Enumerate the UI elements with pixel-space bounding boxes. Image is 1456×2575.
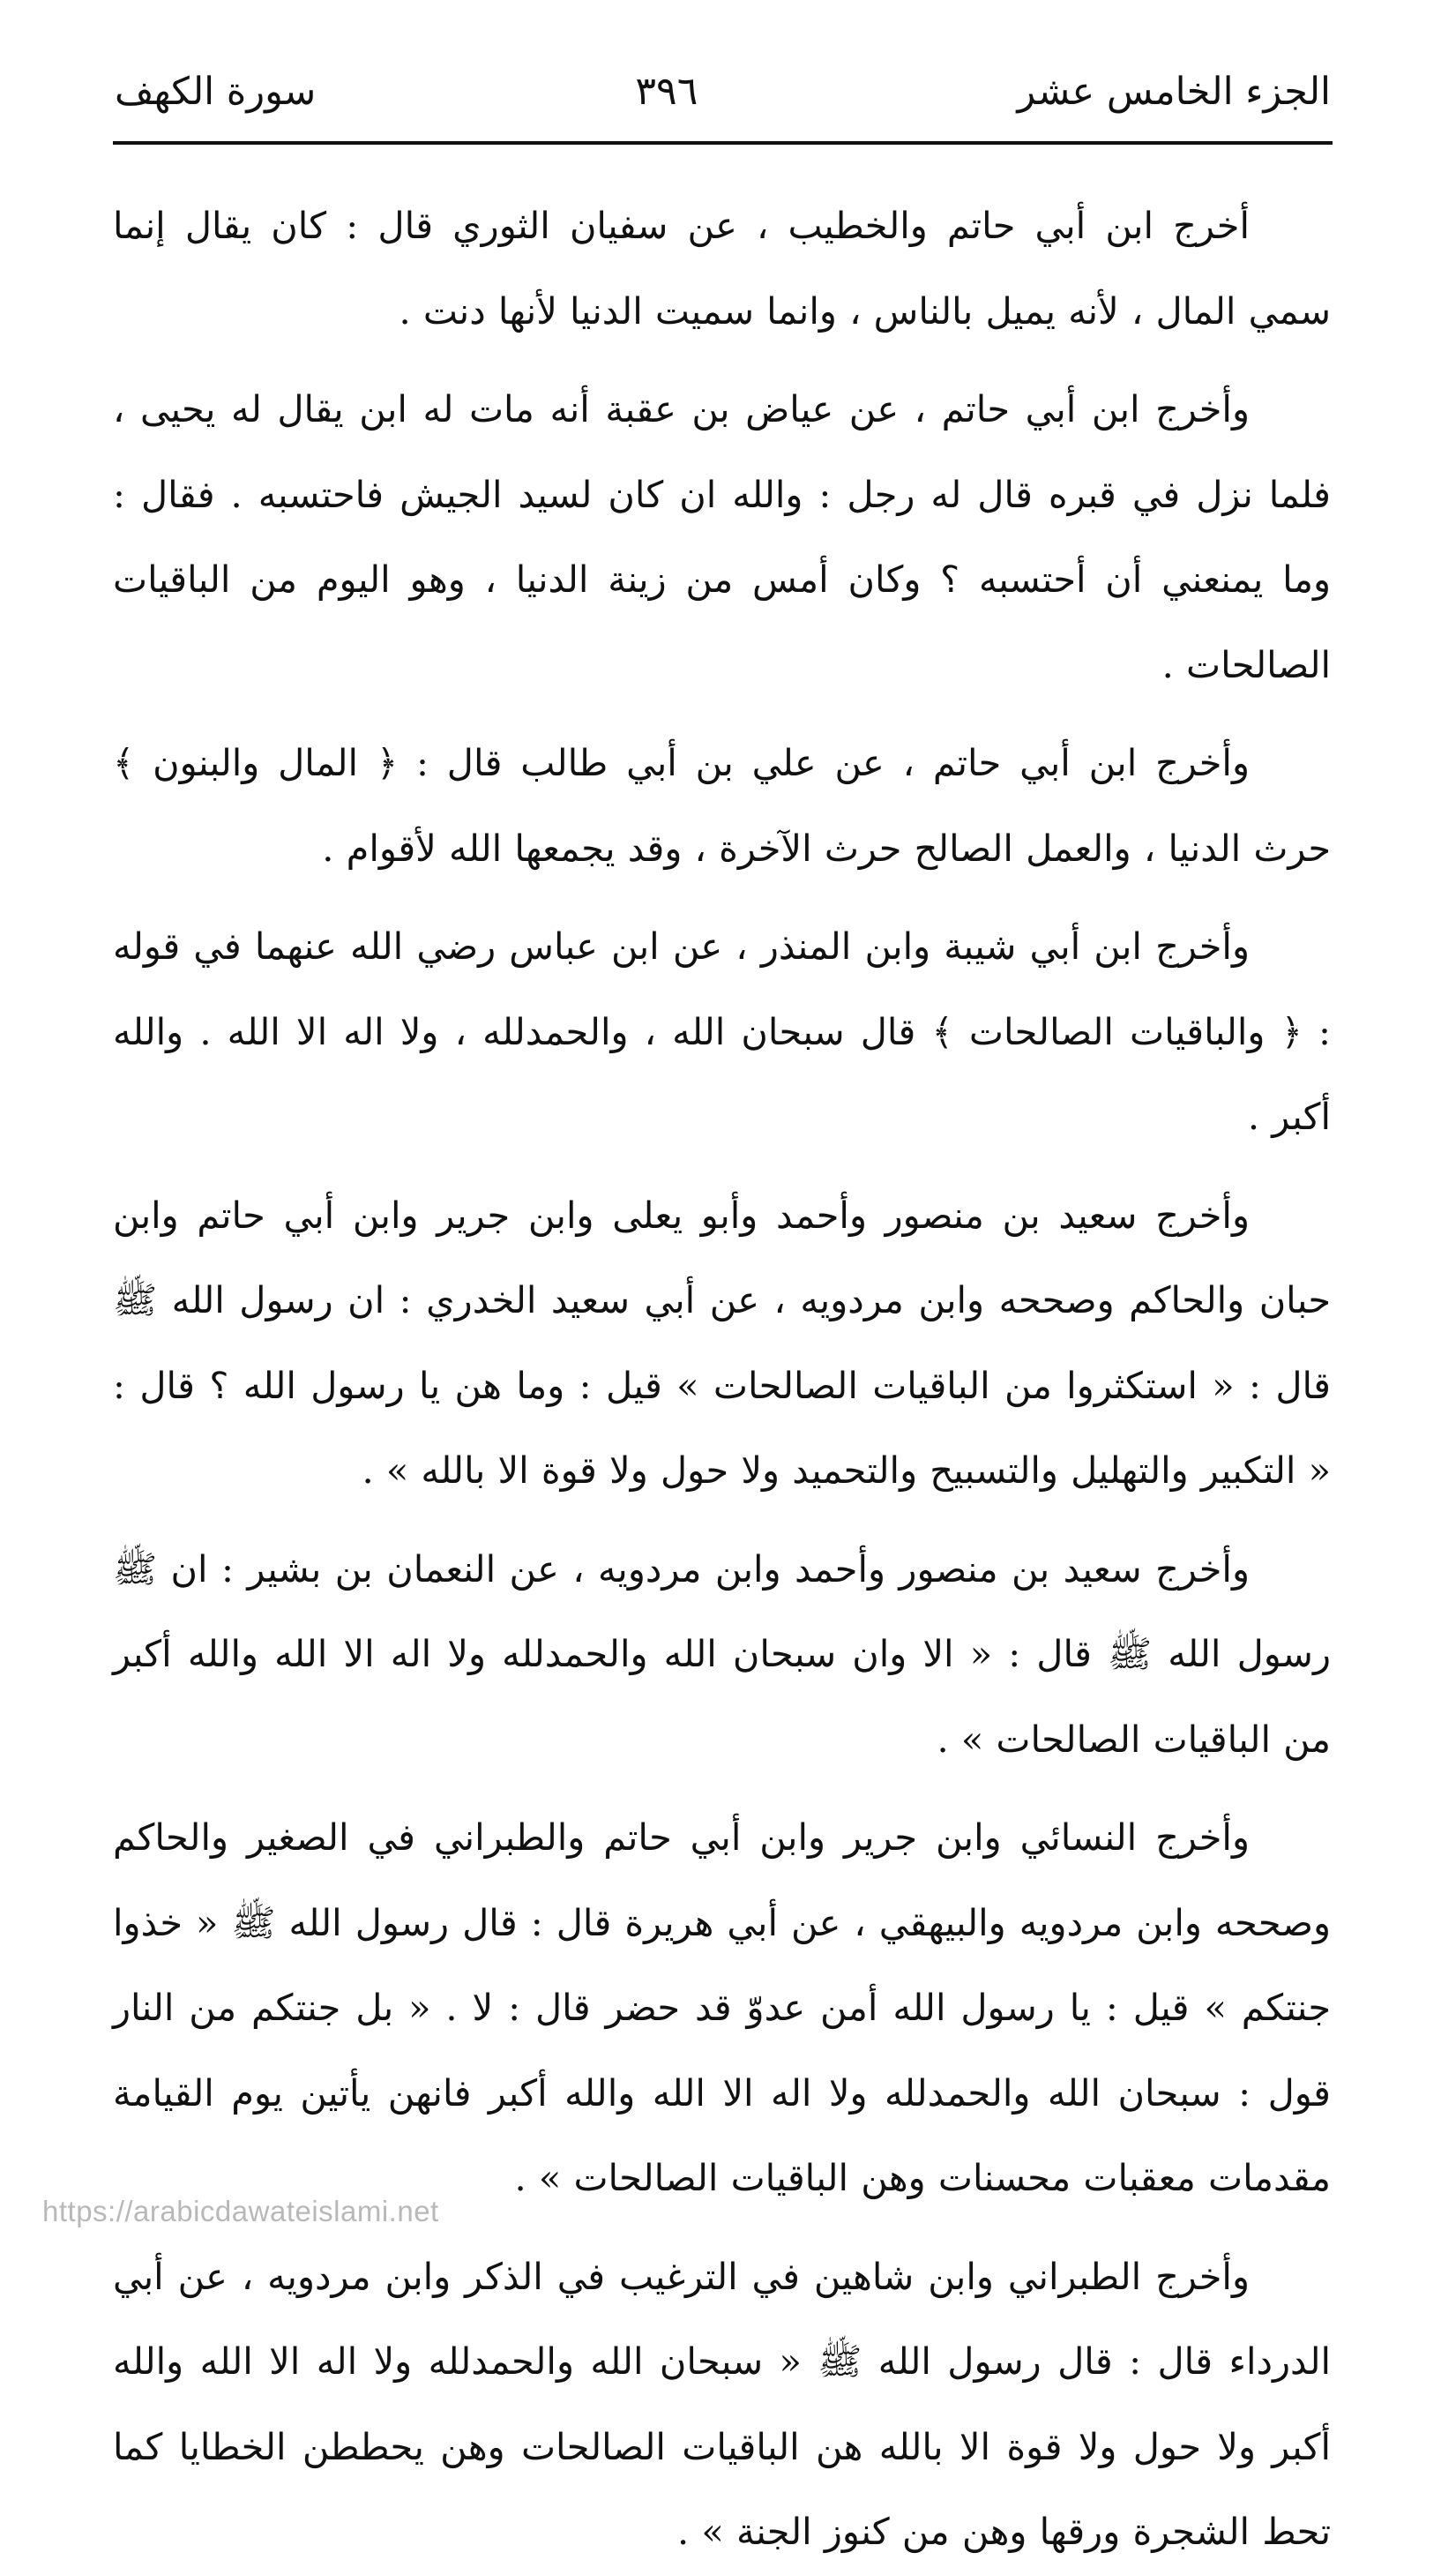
watermark-url[interactable]: https://arabicdawateislami.net [42,2195,439,2227]
paragraph: أخرج ابن أبي حاتم والخطيب ، عن سفيان الثوري قال : كان يقال إنما سمي المال ، لأنه يميل بالناس ، وانما سميت الدنيا لأنها دنت . [113,204,1331,333]
surah-title: سورة الكهف [115,69,317,114]
paragraph: وأخرج ابن أبي حاتم ، عن عياض بن عقبة أنه مات له ابن يقال له يحيى ، فلما نزل في قبره قال له رجل : والله ان كان لسيد الجيش فاحتسبه . فقال : وما يمنعني أن أحتسبه ؟ وكان أمس من زينة الدنيا ، وهو اليوم من الباقيات الصالحات . [113,387,1331,686]
juz-title: الجزء الخامس عشر [1017,69,1331,114]
paragraph: وأخرج ابن أبي حاتم ، عن علي بن أبي طالب قال : ﴿ المال والبنون ﴾ حرث الدنيا ، والعمل الصالح حرث الآخرة ، وقد يجمعها الله لأقوام . [113,741,1331,870]
page-header [115,55,1331,129]
paragraph: وأخرج الطبراني وابن شاهين في الترغيب في الذكر وابن مردويه ، عن أبي الدرداء قال : قال رسول الله ﷺ « سبحان الله والحمدلله ولا اله الا الله والله أكبر ولا حول ولا قوة الا بالله هن الباقيات الصالحات وهن يحططن الخطايا كما تحط الشجرة ورقها وهن من كنوز الجنة » . [113,2254,1331,2553]
paragraph: وأخرج النسائي وابن جرير وابن أبي حاتم والطبراني في الصغير والحاكم وصححه وابن مردويه والبيهقي ، عن أبي هريرة قال : قال رسول الله ﷺ « خذوا جنتكم » قيل : يا رسول الله أمن عدوّ قد حضر قال : لا . « بل جنتكم من النار قول : سبحان الله والحمدلله ولا اله الا الله والله أكبر فانهن يأتين يوم القيامة مقدمات معقبات محسنات وهن الباقيات الصالحات » . [113,1815,1331,2199]
header-divider [113,141,1333,145]
paragraph: وأخرج سعيد بن منصور وأحمد وابن مردويه ، عن النعمان بن بشير : ان ﷺ رسول الله ﷺ قال : « الا وان سبحان الله والحمدلله ولا اله الا الله والله أكبر من الباقيات الصالحات » . [113,1546,1331,1761]
paragraph: وأخرج ابن أبي شيبة وابن المنذر ، عن ابن عباس رضي الله عنهما في قوله : ﴿ والباقيات الصالحات ﴾ قال سبحان الله ، والحمدلله ، ولا اله الا الله . والله أكبر . [113,924,1331,1138]
page-number: ٣٩٦ [635,69,698,114]
paragraph: وأخرج سعيد بن منصور وأحمد وأبو يعلى وابن جرير وابن أبي حاتم وابن حبان والحاكم وصححه وابن مردويه ، عن أبي سعيد الخدري : ان رسول الله ﷺ قال : « استكثروا من الباقيات الصالحات » قيل : وما هن يا رسول الله ؟ قال : « التكبير والتهليل والتسبيح والتحميد ولا حول ولا قوة الا بالله » . [113,1193,1331,1492]
